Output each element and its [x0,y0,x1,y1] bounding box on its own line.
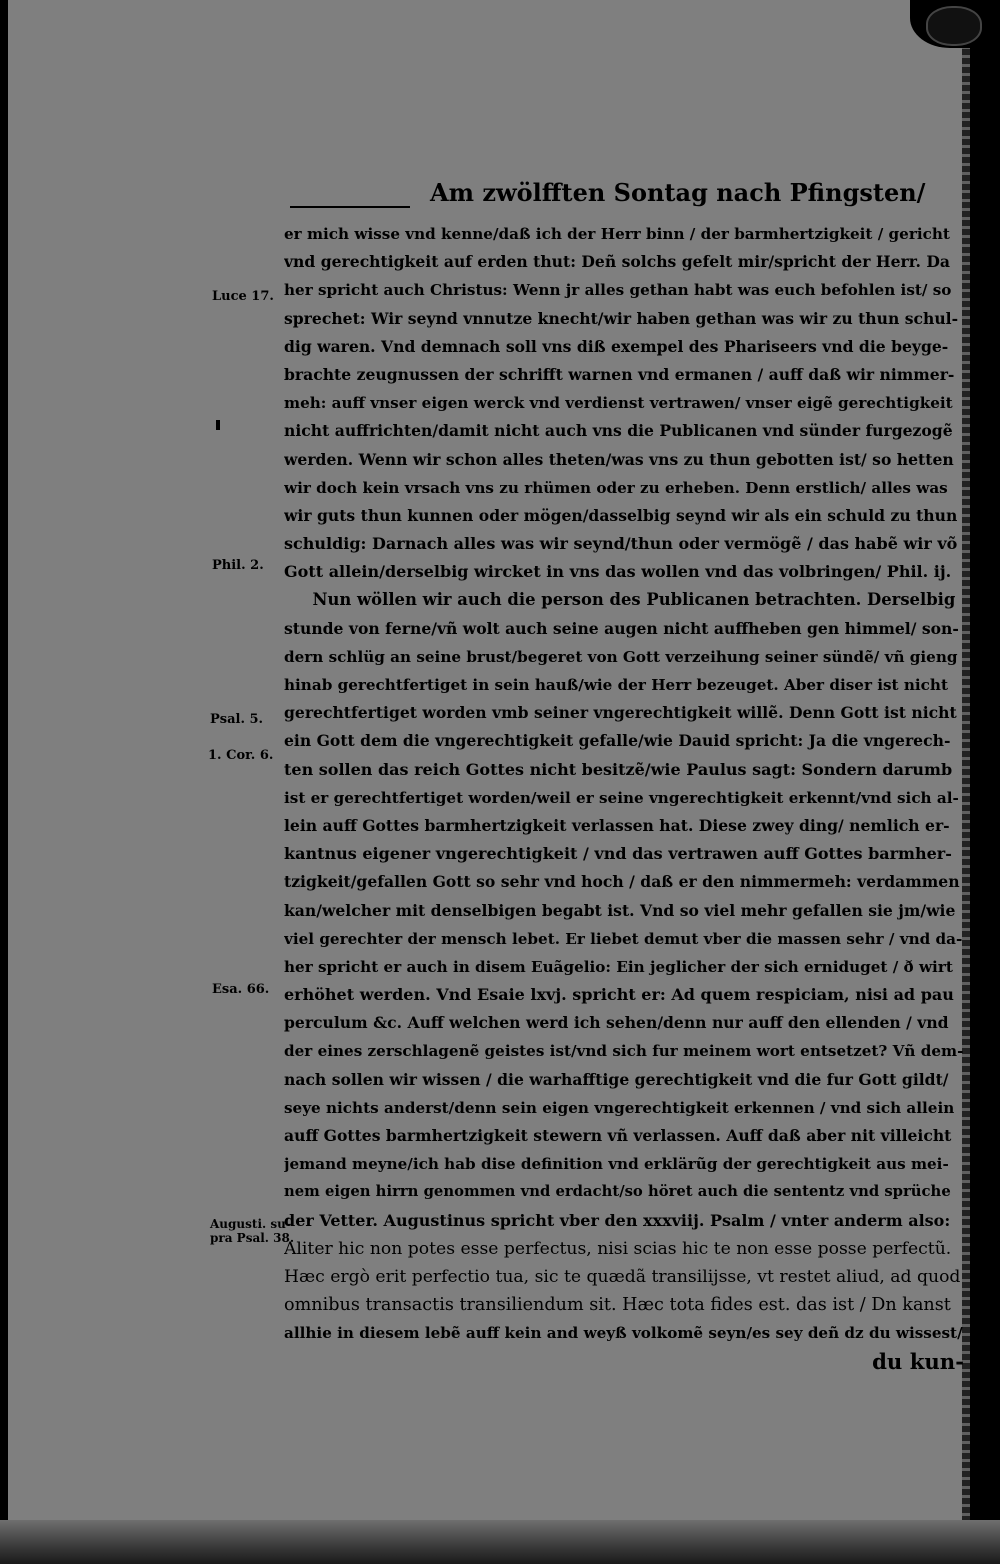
text-line: seye nichts anderst/denn sein eigen vngerechtigkeit erkennen / vnd sich allein [284,1098,955,1117]
text-line: viel gerechter der mensch lebet. Er liebet demut vber die massen sehr / vnd da- [284,929,963,948]
page-right-edge [970,0,1000,1564]
text-line: Nun wöllen wir auch die person des Publicanen betrachten. Derselbig [284,590,956,610]
text-line: nicht auffrichten/damit nicht auch vns die Publicanen vnd sünder furgezogẽ [284,421,953,441]
text-line: brachte zeugnussen der schrifft warnen vnd ermanen / auff daß wir nimmer- [284,364,955,384]
page-left-edge [0,0,8,1564]
text-line: der eines zerschlagenẽ geistes ist/vnd sich fur meinem wort entsetzet? Vñ dem- [284,1042,964,1061]
text-line: schuldig: Darnach alles was wir seynd/thun oder vermögẽ / das habẽ wir võ [284,534,958,554]
margin-note-cor: 1. Cor. 6. [208,748,274,763]
text-line-latin: Hæc ergò erit perfectio tua, sic te quædã transilijsse, vt restet aliud, ad quod [284,1266,961,1287]
text-line: tzigkeit/gefallen Gott so sehr vnd hoch / daß er den nimmermeh: verdammen [284,872,960,892]
text-line: Gott allein/derselbig wircket in vns das wollen vnd das volbringen/ Phil. ij. [284,562,952,582]
margin-note-augustine-1: Augusti. su- [210,1217,291,1231]
text-line: wir guts thun kunnen oder mögen/dasselbig seynd wir als ein schuld zu thun [284,505,958,525]
text-line: ein Gott dem die vngerechtigkeit gefalle/wie Dauid spricht: Ja die vngerech- [284,731,951,751]
text-line: wir doch kein vrsach vns zu rhümen oder zu erheben. Denn erstlich/ alles was [284,478,948,497]
text-line: dern schlüg an seine brust/begeret von Gott verzeihung seiner sündẽ/ vñ gieng [284,647,958,666]
text-line-latin: omnibus transactis transiliendum sit. Hæc tota fides est. das ist / Dn kanst [284,1295,951,1316]
text-line: kan/welcher mit denselbigen begabt ist. Vnd so viel mehr gefallen sie jm/wie [284,900,956,920]
margin-note-luke: Luce 17. [212,289,274,304]
running-head-rule [290,206,410,208]
text-line: dig waren. Vnd demnach soll vns diß exempel des Phariseers vnd die beyge- [284,336,949,356]
catchword: du kun- [872,1348,964,1374]
text-line: allhie in diesem lebẽ auff kein and weyß volkomẽ seyn/es sey deñ dz du wissest/ [284,1324,963,1343]
margin-note-psal: Psal. 5. [210,712,264,727]
text-line: er mich wisse vnd kenne/daß ich der Herr binn / der barmhertzigkeit / gericht [284,225,950,243]
text-line: meh: auff vnser eigen werck vnd verdienst vertrawen/ vnser eigẽ gerechtigkeit [284,394,953,413]
text-line: jemand meyne/ich hab dise definition vnd erklärũg der gerechtigkeit aus mei- [284,1155,949,1174]
page-bottom-shadow [0,1520,1000,1564]
text-line: vnd gerechtigkeit auf erden thut: Deñ solchs gefelt mir/spricht der Herr. Da [284,252,951,272]
text-line: perculum &c. Auff welchen werd ich sehen/denn nur auff den ellenden / vnd [284,1013,949,1033]
text-line: auff Gottes barmhertzigkeit stewern vñ verlassen. Auff daß aber nit villeicht [284,1126,952,1145]
text-line: her spricht er auch in disem Euãgelio: Ein jeglicher der sich erniduget / ð wirt [284,957,953,976]
text-line: sprechet: Wir seynd vnnutze knecht/wir haben gethan was wir zu thun schul- [284,308,959,328]
text-line: kantnus eigener vngerechtigkeit / vnd das vertrawen auff Gottes barmher- [284,844,952,864]
body-text [284,220,964,1376]
text-line: ten sollen das reich Gottes nicht besitzẽ/wie Paulus sagt: Sondern darumb [284,759,953,779]
text-line: ist er gerechtfertiget worden/weil er seine vngerechtigkeit erkennt/vnd sich al- [284,788,959,807]
margin-note-augustine-2: pra Psal. 38. [210,1231,295,1245]
text-line: werden. Wenn wir schon alles theten/was vns zu thun gebotten ist/ so hetten [284,449,954,469]
text-line: nem eigen hirrn genommen vnd erdacht/so höret auch die sententz vnd sprüche [284,1183,951,1201]
text-line: stunde von ferne/vñ wolt auch seine augen nicht auffheben gen himmel/ son- [284,618,959,638]
running-head: Am zwölfften Sontag nach Pfingsten/ [430,178,926,207]
margin-note-phil: Phil. 2. [212,558,264,573]
page-corner-clip [926,6,982,46]
margin-note-esa: Esa. 66. [212,982,270,997]
text-line: gerechtfertiget worden vmb seiner vngerechtigkeit willẽ. Denn Gott ist nicht [284,703,957,723]
text-line: hinab gerechtfertiget in sein hauß/wie der Herr bezeuget. Aber diser ist nicht [284,676,948,694]
margin-speck [216,420,220,430]
text-line: her spricht auch Christus: Wenn jr alles gethan habt was euch befohlen ist/ so [284,281,952,300]
page-corner-shadow [910,0,1000,48]
text-line: der Vetter. Augustinus spricht vber den xxxviij. Psalm / vnter anderm also: [284,1210,951,1230]
text-line-latin: Aliter hic non potes esse perfectus, nisi scias hic te non esse posse perfectũ. [284,1238,952,1259]
text-line: nach sollen wir wissen / die warhafftige gerechtigkeit vnd die fur Gott gildt/ [284,1069,949,1089]
text-line: erhöhet werden. Vnd Esaie lxvj. spricht er: Ad quem respiciam, nisi ad pau [284,985,954,1005]
text-line: lein auff Gottes barmhertzigkeit verlassen hat. Diese zwey ding/ nemlich er- [284,815,950,835]
